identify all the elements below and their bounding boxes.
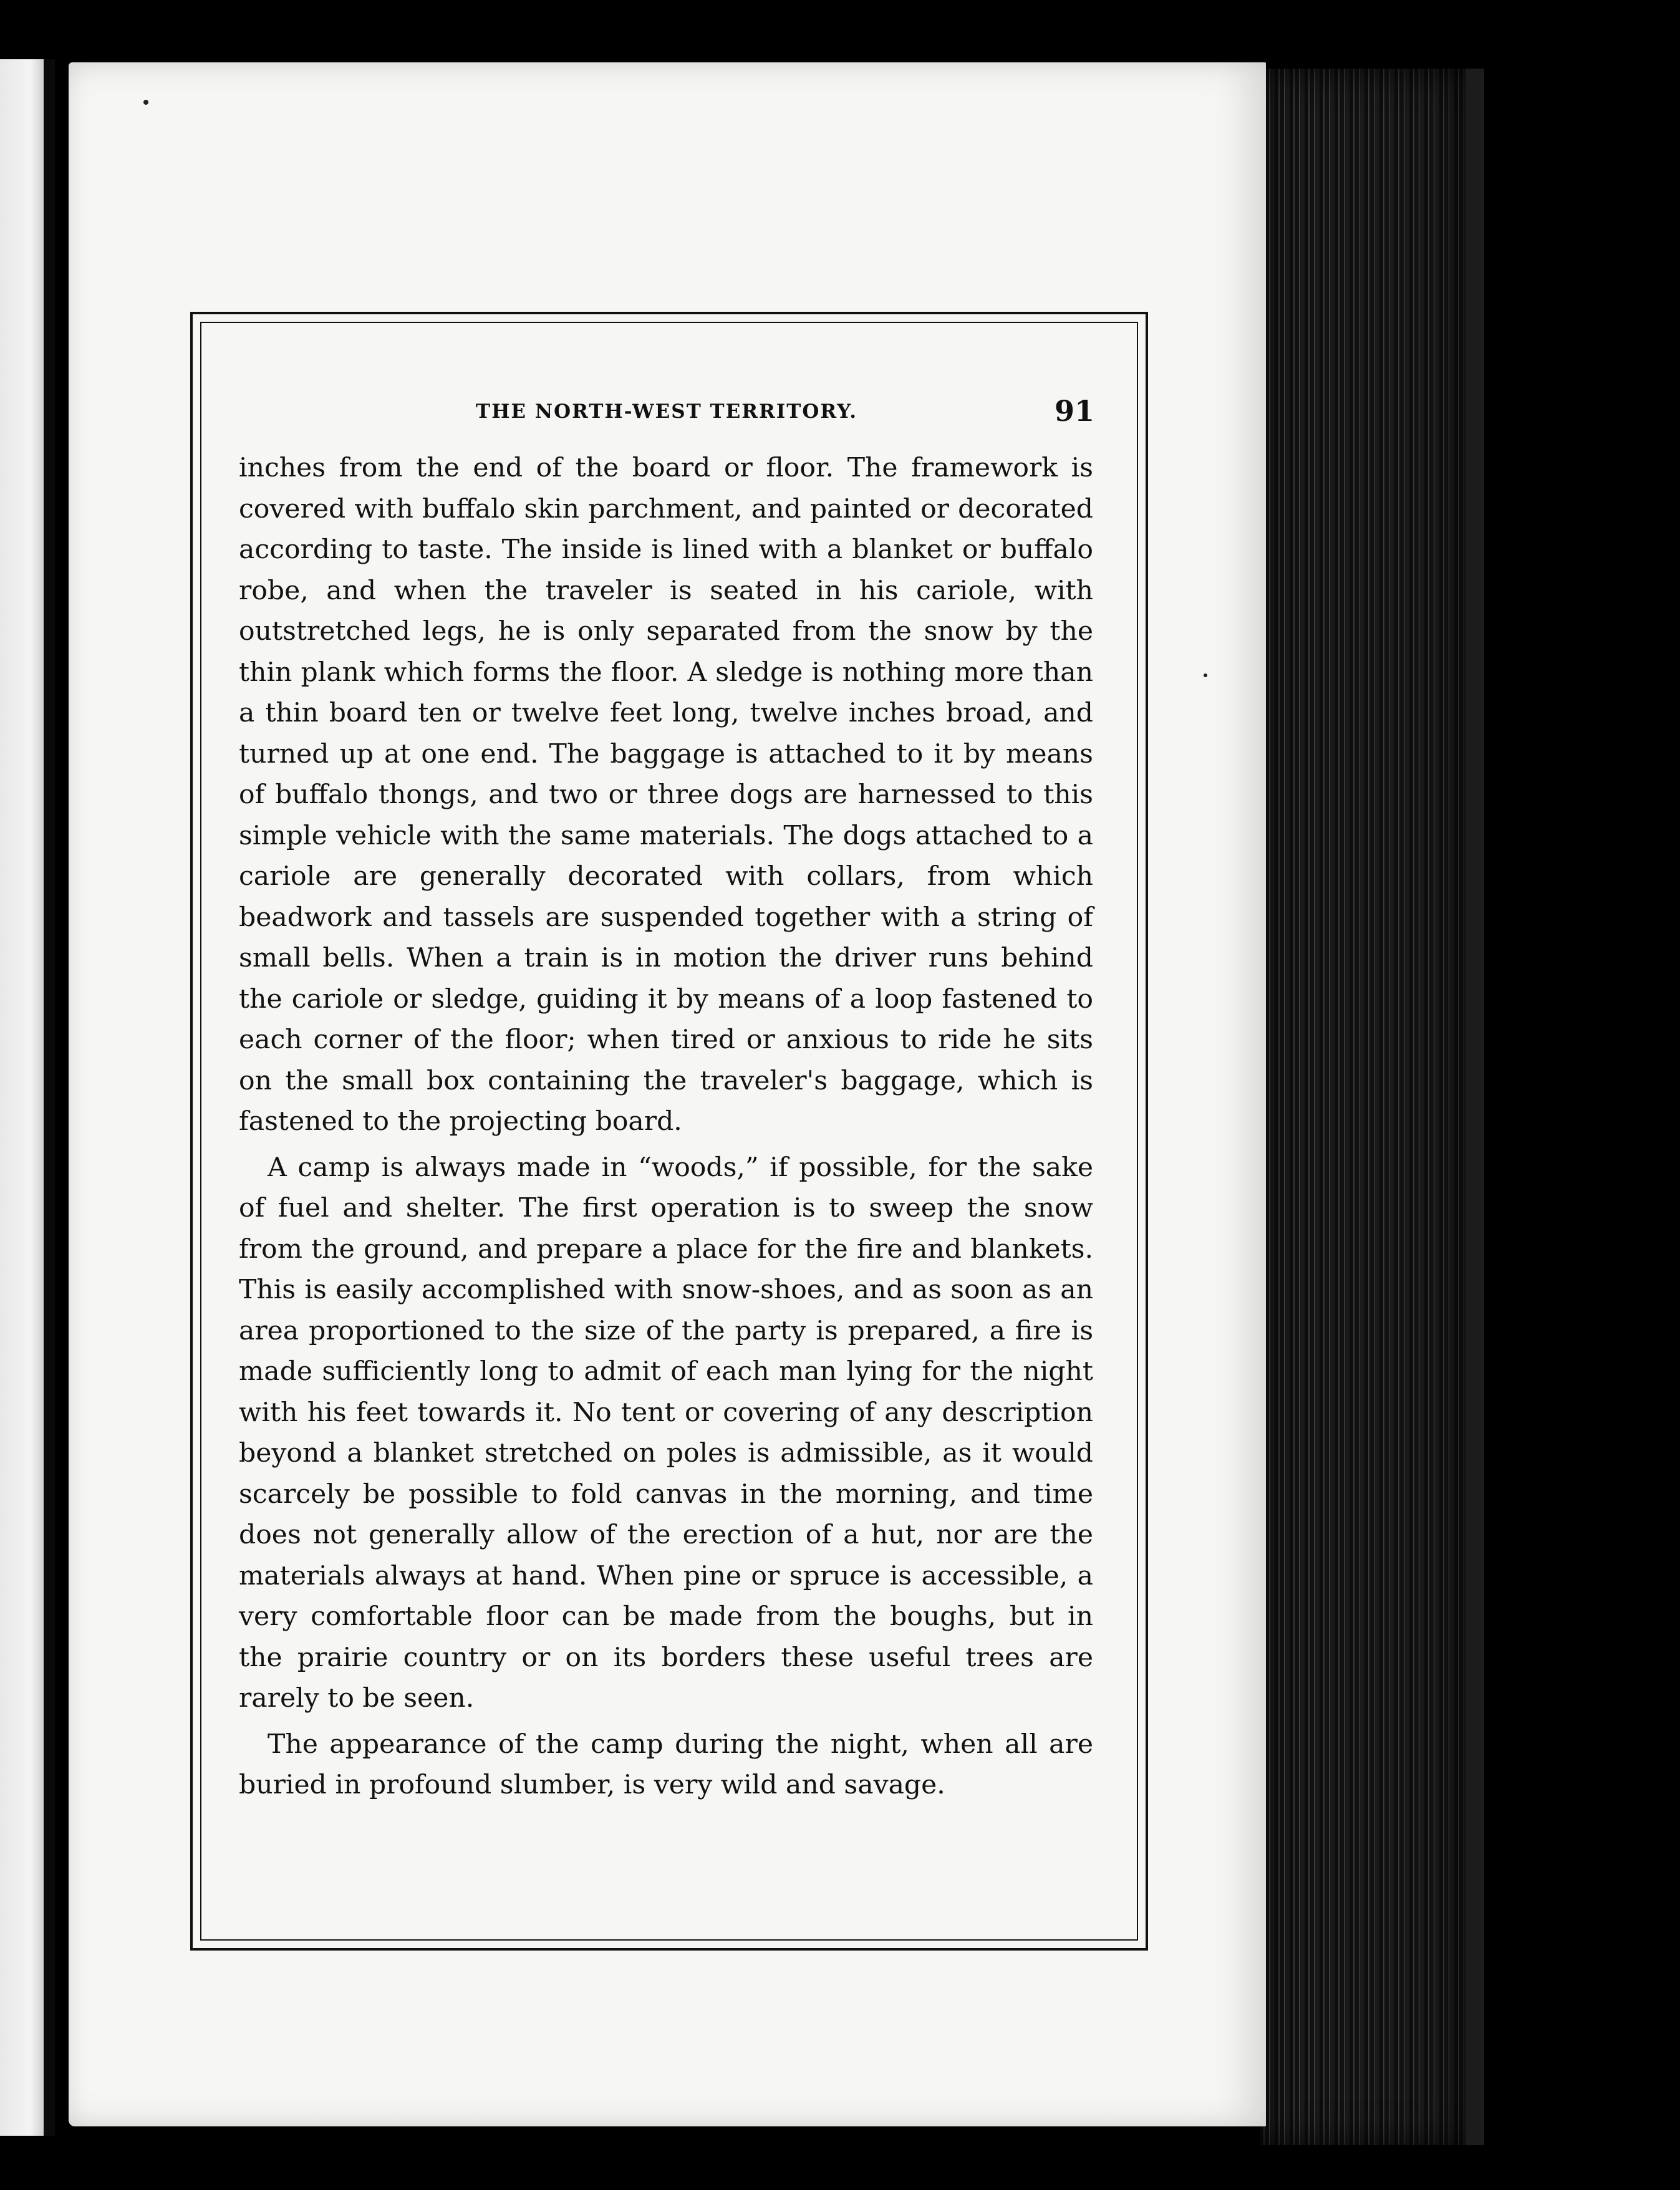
page-number: 91 [1054, 394, 1094, 428]
scan-speck [143, 100, 148, 105]
paragraph: inches from the end of the board or floor. The framework is covered with buffalo skin parchment, and painted or decorated according to taste. The inside is lined with a blanket or buffalo robe, and when the traveler is seated in his cariole, with outstretched legs, he is only separated from the snow by the thin plank which forms the floor. A sledge is nothing more than a thin board ten or twelve feet long, twelve inches broad, and turned up at one end. The baggage is attached to it by means of buffalo thongs, and two or three dogs are harnessed to this simple vehicle with the same materials. The dogs attached to a cariole are generally decorated with collars, from which beadwork and tassels are suspended together with a string of small bells. When a train is in motion the driver runs behind the cariole or sledge, guiding it by means of a loop fastened to each corner of the floor; when tired or anxious to ride he sits on the small box containing the traveler's baggage, which is fastened to the projecting board. [239, 453, 1093, 1137]
page-border-inner [200, 322, 1138, 1941]
paragraph: The appearance of the camp during the night, when all are buried in profound slumber, is very wild and savage. [239, 1729, 1093, 1800]
previous-page-edge [0, 59, 55, 2136]
body-text [239, 448, 1093, 1811]
scan-speck [1204, 673, 1207, 677]
running-title: THE NORTH-WEST TERRITORY. [476, 400, 858, 423]
paragraph: A camp is always made in “woods,” if possible, for the sake of fuel and shelter. The first operation is to sweep the snow from the ground, and prepare a place for the fire and blankets. This is easily accomplished with snow-shoes, and as soon as an area proportioned to the size of the party is prepared, a fire is made sufficiently long to admit of each man lying for the night with his feet towards it. No tent or covering of any description beyond a blanket stretched on poles is admissible, as it would scarcely be possible to fold canvas in the morning, and time does not generally allow of the erection of a hut, nor are the materials always at hand. When pine or spruce is accessible, a very comfortable floor can be made from the boughs, but in the prairie country or on its borders these useful trees are rarely to be seen. [239, 1152, 1093, 1714]
book-page [69, 62, 1266, 2126]
page-header [201, 394, 1137, 434]
page-border [190, 312, 1148, 1951]
page-edges [1260, 69, 1484, 2145]
